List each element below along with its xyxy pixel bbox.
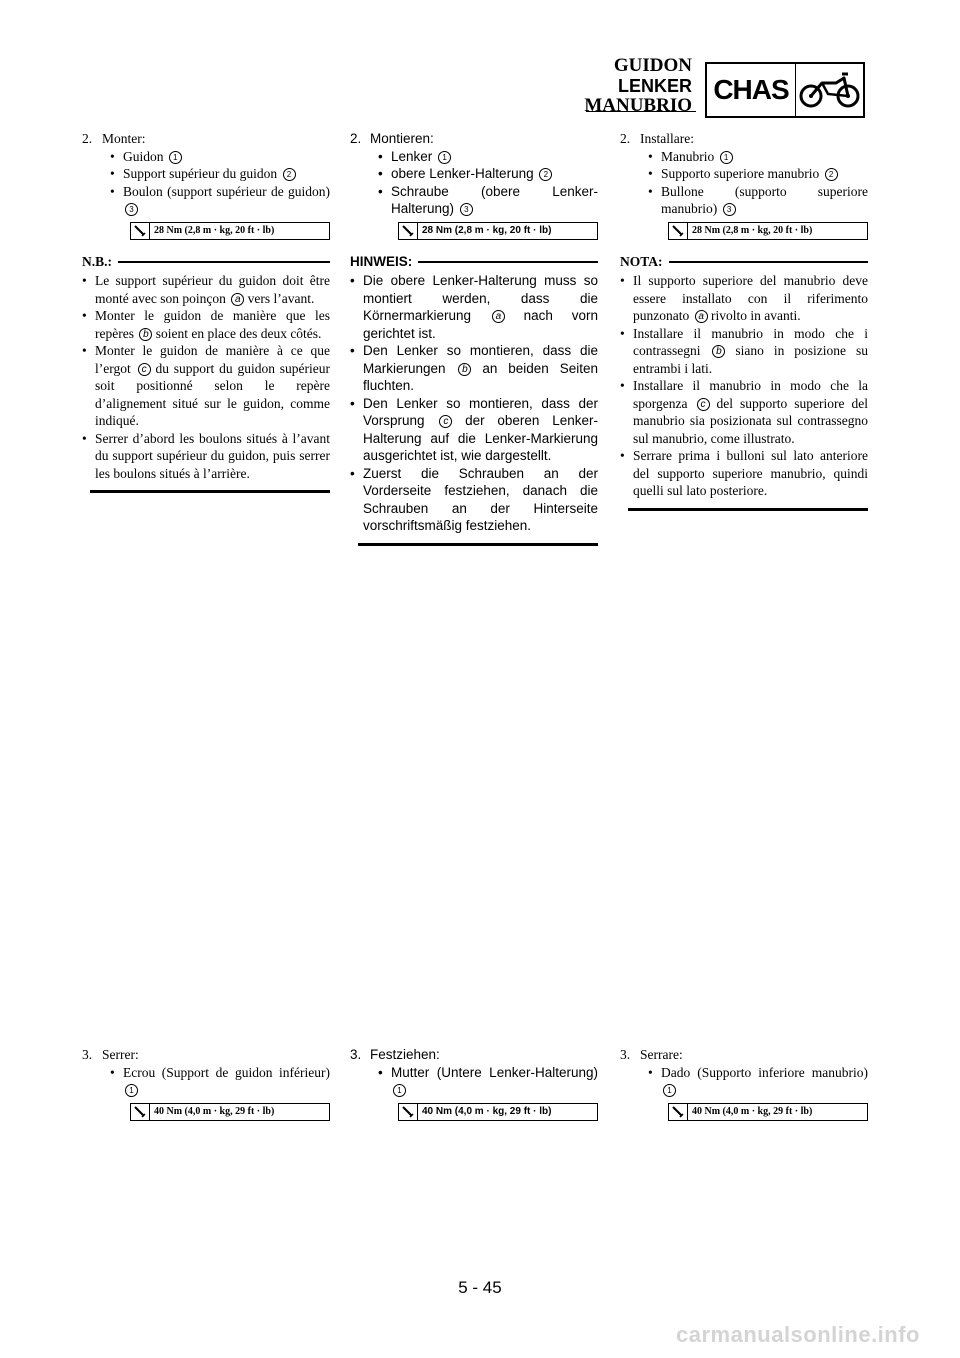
list-item: • Monter le guidon de manière que les repères b soient en place des deux côtés.: [82, 307, 330, 342]
title-fr: GUIDON: [613, 55, 692, 76]
header-rule: [586, 111, 696, 112]
column-french: [82, 130, 330, 493]
column-german: [350, 130, 598, 546]
note-heading: HINWEIS:: [350, 253, 598, 271]
torque-spec: 28 Nm (2,8 m · kg, 20 ft · lb): [668, 222, 868, 240]
list-item: • Le support supérieur du guidon doit être monté avec son poinçon a vers l’avant.: [82, 272, 330, 307]
step-3-french: [82, 1046, 330, 1121]
list-item: • Installare il manubrio in modo che la sporgenza c del supporto superiore del manubrio sia posizionata sul contrassegno sul manubrio, come illustrato.: [620, 377, 868, 447]
torque-spec: 28 Nm (2,8 m · kg, 20 ft · lb): [398, 222, 598, 240]
note-end-rule: [90, 490, 330, 493]
watermark: carmanualsonline.info: [676, 1322, 920, 1347]
chapter-badge: [705, 62, 865, 118]
list-item: • Mutter (Untere Lenker-Halterung) 1: [350, 1064, 598, 1099]
note-end-rule: [628, 508, 868, 511]
parts-list: [82, 1064, 330, 1099]
parts-list: [350, 1064, 598, 1099]
parts-list: [350, 148, 598, 218]
list-item: • Boulon (support supérieur de guidon) 3: [82, 183, 330, 218]
wrench-icon: [399, 1104, 418, 1120]
wrench-icon: [399, 223, 418, 239]
torque-spec: 40 Nm (4,0 m · kg, 29 ft · lb): [668, 1103, 868, 1121]
motorcycle-icon: [796, 64, 863, 116]
step-3: 3. Serrare:: [620, 1047, 683, 1062]
list-item: • Ecrou (Support de guidon inférieur) 1: [82, 1064, 330, 1099]
step-3-italian: [620, 1046, 868, 1121]
list-item: • Monter le guidon de manière à ce que l’ergot c du support du guidon supérieur soit positionné selon le repère d’alignement situé sur le guidon, comme indiqué.: [82, 342, 330, 430]
list-item: • Lenker 1: [350, 148, 598, 166]
title-it: MANUBRIO: [584, 95, 692, 116]
list-item: • Dado (Supporto inferiore manubrio) 1: [620, 1064, 868, 1099]
torque-spec: 40 Nm (4,0 m · kg, 29 ft · lb): [130, 1103, 330, 1121]
torque-spec: 28 Nm (2,8 m · kg, 20 ft · lb): [130, 222, 330, 240]
list-item: • Il supporto superiore del manubrio deve essere installato con il riferimento punzonato a rivolto in avanti.: [620, 272, 868, 325]
note-end-rule: [358, 543, 598, 546]
step-2: 2. Installare:: [620, 131, 694, 146]
step-2: 2. Monter:: [82, 131, 146, 146]
torque-spec: 40 Nm (4,0 m · kg, 29 ft · lb): [398, 1103, 598, 1121]
list-item: • Supporto superiore manubrio 2: [620, 165, 868, 183]
list-item: • Zuerst die Schrauben an der Vorderseite festziehen, danach die Schrauben an der Hinterseite vorschriftsmäßig festziehen.: [350, 465, 598, 535]
list-item: • Manubrio 1: [620, 148, 868, 166]
chapter-label: CHAS: [707, 64, 796, 116]
note-list: [620, 272, 868, 500]
wrench-icon: [669, 223, 688, 239]
wrench-icon: [669, 1104, 688, 1120]
section-title: [584, 56, 692, 116]
parts-list: [620, 148, 868, 218]
wrench-icon: [131, 223, 150, 239]
list-item: • Die obere Lenker-Halterung muss so montiert werden, dass die Körnermarkierung a nach vorn gerichtet ist.: [350, 272, 598, 342]
note-heading: NOTA:: [620, 253, 868, 271]
step-3-german: [350, 1046, 598, 1121]
note-list: [350, 272, 598, 535]
step-3: 3. Serrer:: [82, 1047, 139, 1062]
list-item: • Den Lenker so montieren, dass der Vorsprung c der oberen Lenker-Halterung auf die Lenker-Markierung ausgerichtet ist, wie dargestellt.: [350, 395, 598, 465]
list-item: • Schraube (obere Lenker-Halterung) 3: [350, 183, 598, 218]
wrench-icon: [131, 1104, 150, 1120]
list-item: • Serrer d’abord les boulons situés à l’avant du support supérieur du guidon, puis serrer les boulons situés à l’arrière.: [82, 430, 330, 483]
step-3: 3. Festziehen:: [350, 1047, 440, 1062]
note-list: [82, 272, 330, 482]
list-item: • Support supérieur du guidon 2: [82, 165, 330, 183]
title-de: LENKER: [617, 76, 692, 96]
list-item: • Bullone (supporto superiore manubrio) 3: [620, 183, 868, 218]
list-item: • Serrare prima i bulloni sul lato anteriore del supporto superiore manubrio, quindi quelli sul lato posteriore.: [620, 447, 868, 500]
step-2: 2. Montieren:: [350, 131, 434, 146]
parts-list: [82, 148, 330, 218]
list-item: • Installare il manubrio in modo che i contrassegni b siano in posizione su entrambi i lati.: [620, 325, 868, 378]
column-italian: [620, 130, 868, 511]
list-item: • obere Lenker-Halterung 2: [350, 165, 598, 183]
note-heading: N.B.:: [82, 253, 330, 271]
parts-list: [620, 1064, 868, 1099]
list-item: • Guidon 1: [82, 148, 330, 166]
page-number: 5 - 45: [458, 1278, 502, 1297]
list-item: • Den Lenker so montieren, dass die Markierungen b an beiden Seiten fluchten.: [350, 342, 598, 395]
